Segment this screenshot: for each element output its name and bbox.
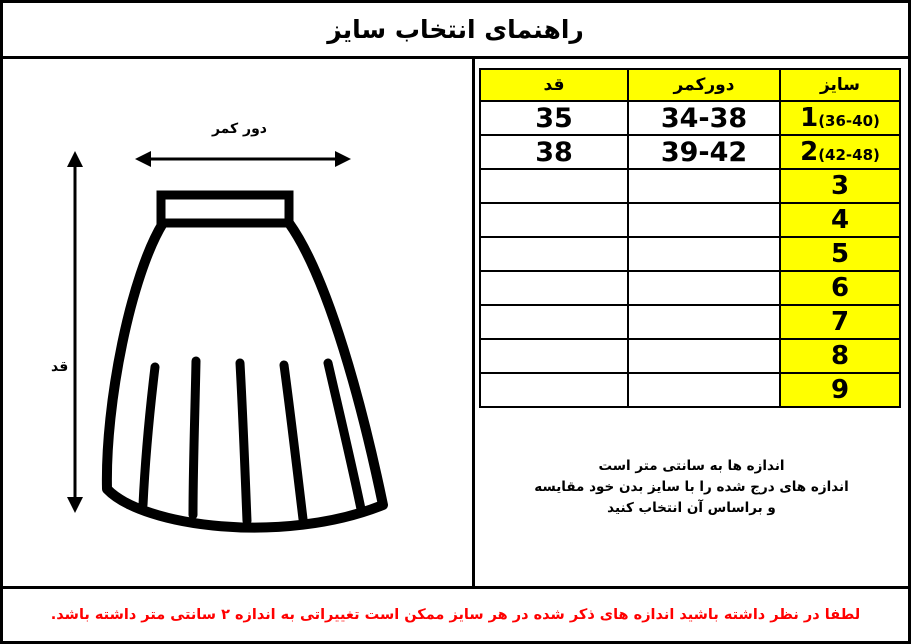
size-number: 1 — [800, 103, 819, 133]
size-cell — [780, 101, 900, 135]
length-value-cell — [480, 203, 628, 237]
skirt-illustration — [83, 189, 413, 559]
waist-value-cell — [628, 169, 780, 203]
illustration-panel — [3, 59, 475, 586]
length-measure-label: قد — [51, 359, 69, 375]
table-row — [480, 339, 900, 373]
waist-value-cell — [628, 339, 780, 373]
page-header — [3, 3, 908, 59]
table-row — [480, 101, 900, 135]
size-cell — [780, 203, 900, 237]
table-row — [480, 373, 900, 407]
waist-value-cell — [628, 271, 780, 305]
size-cell — [780, 373, 900, 407]
footer-warning-text: لطفا در نظر داشته باشید اندازه های ذکر شده در هر سایز ممکن است تغییراتی به اندازه ۲ سانتی متر داشته باشد. — [50, 607, 861, 623]
size-cell — [780, 169, 900, 203]
waist-value-cell — [628, 203, 780, 237]
note-line-1: اندازه ها به سانتی متر است — [598, 458, 785, 474]
table-header-row — [480, 69, 900, 101]
length-value-cell — [480, 339, 628, 373]
waist-measure-label: دور کمر — [211, 121, 267, 137]
size-number: 4 — [830, 205, 850, 235]
waist-value-cell — [628, 373, 780, 407]
size-cell — [780, 339, 900, 373]
length-value-cell — [480, 237, 628, 271]
size-number: 7 — [830, 307, 850, 337]
table-row — [480, 203, 900, 237]
note-line-2: اندازه های درج شده را با سایز بدن خود مقایسه — [534, 478, 849, 495]
measurement-notes — [475, 456, 908, 519]
table-row — [480, 135, 900, 169]
waist-value-cell — [628, 237, 780, 271]
column-header-waist: دورکمر — [628, 69, 780, 101]
length-value-cell — [480, 169, 628, 203]
table-row — [480, 169, 900, 203]
length-value-cell — [480, 271, 628, 305]
waist-value-cell: 34-38 — [628, 101, 780, 135]
length-value-cell: 35 — [480, 101, 628, 135]
size-number: 8 — [830, 341, 850, 371]
table-row — [480, 237, 900, 271]
table-row — [480, 271, 900, 305]
waist-value-cell — [628, 305, 780, 339]
column-header-size: سایز — [780, 69, 900, 101]
table-row — [480, 305, 900, 339]
length-value-cell — [480, 373, 628, 407]
note-line-3: و براساس آن انتخاب کنید — [607, 499, 776, 516]
size-number: 5 — [830, 239, 850, 269]
table-body — [480, 101, 900, 407]
double-arrow-horizontal-icon — [135, 147, 351, 171]
page-title: راهنمای انتخاب سایز — [327, 15, 584, 44]
size-cell — [780, 135, 900, 169]
waist-value-cell: 39-42 — [628, 135, 780, 169]
column-header-length: قد — [480, 69, 628, 101]
size-table — [479, 68, 901, 408]
body-area — [3, 59, 908, 586]
size-number: 9 — [830, 375, 850, 405]
size-range-note: (42-48) — [818, 146, 880, 164]
size-cell — [780, 305, 900, 339]
size-range-note: (36-40) — [818, 112, 880, 130]
page-footer — [3, 586, 908, 641]
size-number: 3 — [830, 171, 850, 201]
size-number: 2 — [800, 137, 819, 167]
size-cell — [780, 271, 900, 305]
length-value-cell: 38 — [480, 135, 628, 169]
size-number: 6 — [830, 273, 850, 303]
length-value-cell — [480, 305, 628, 339]
size-cell — [780, 237, 900, 271]
